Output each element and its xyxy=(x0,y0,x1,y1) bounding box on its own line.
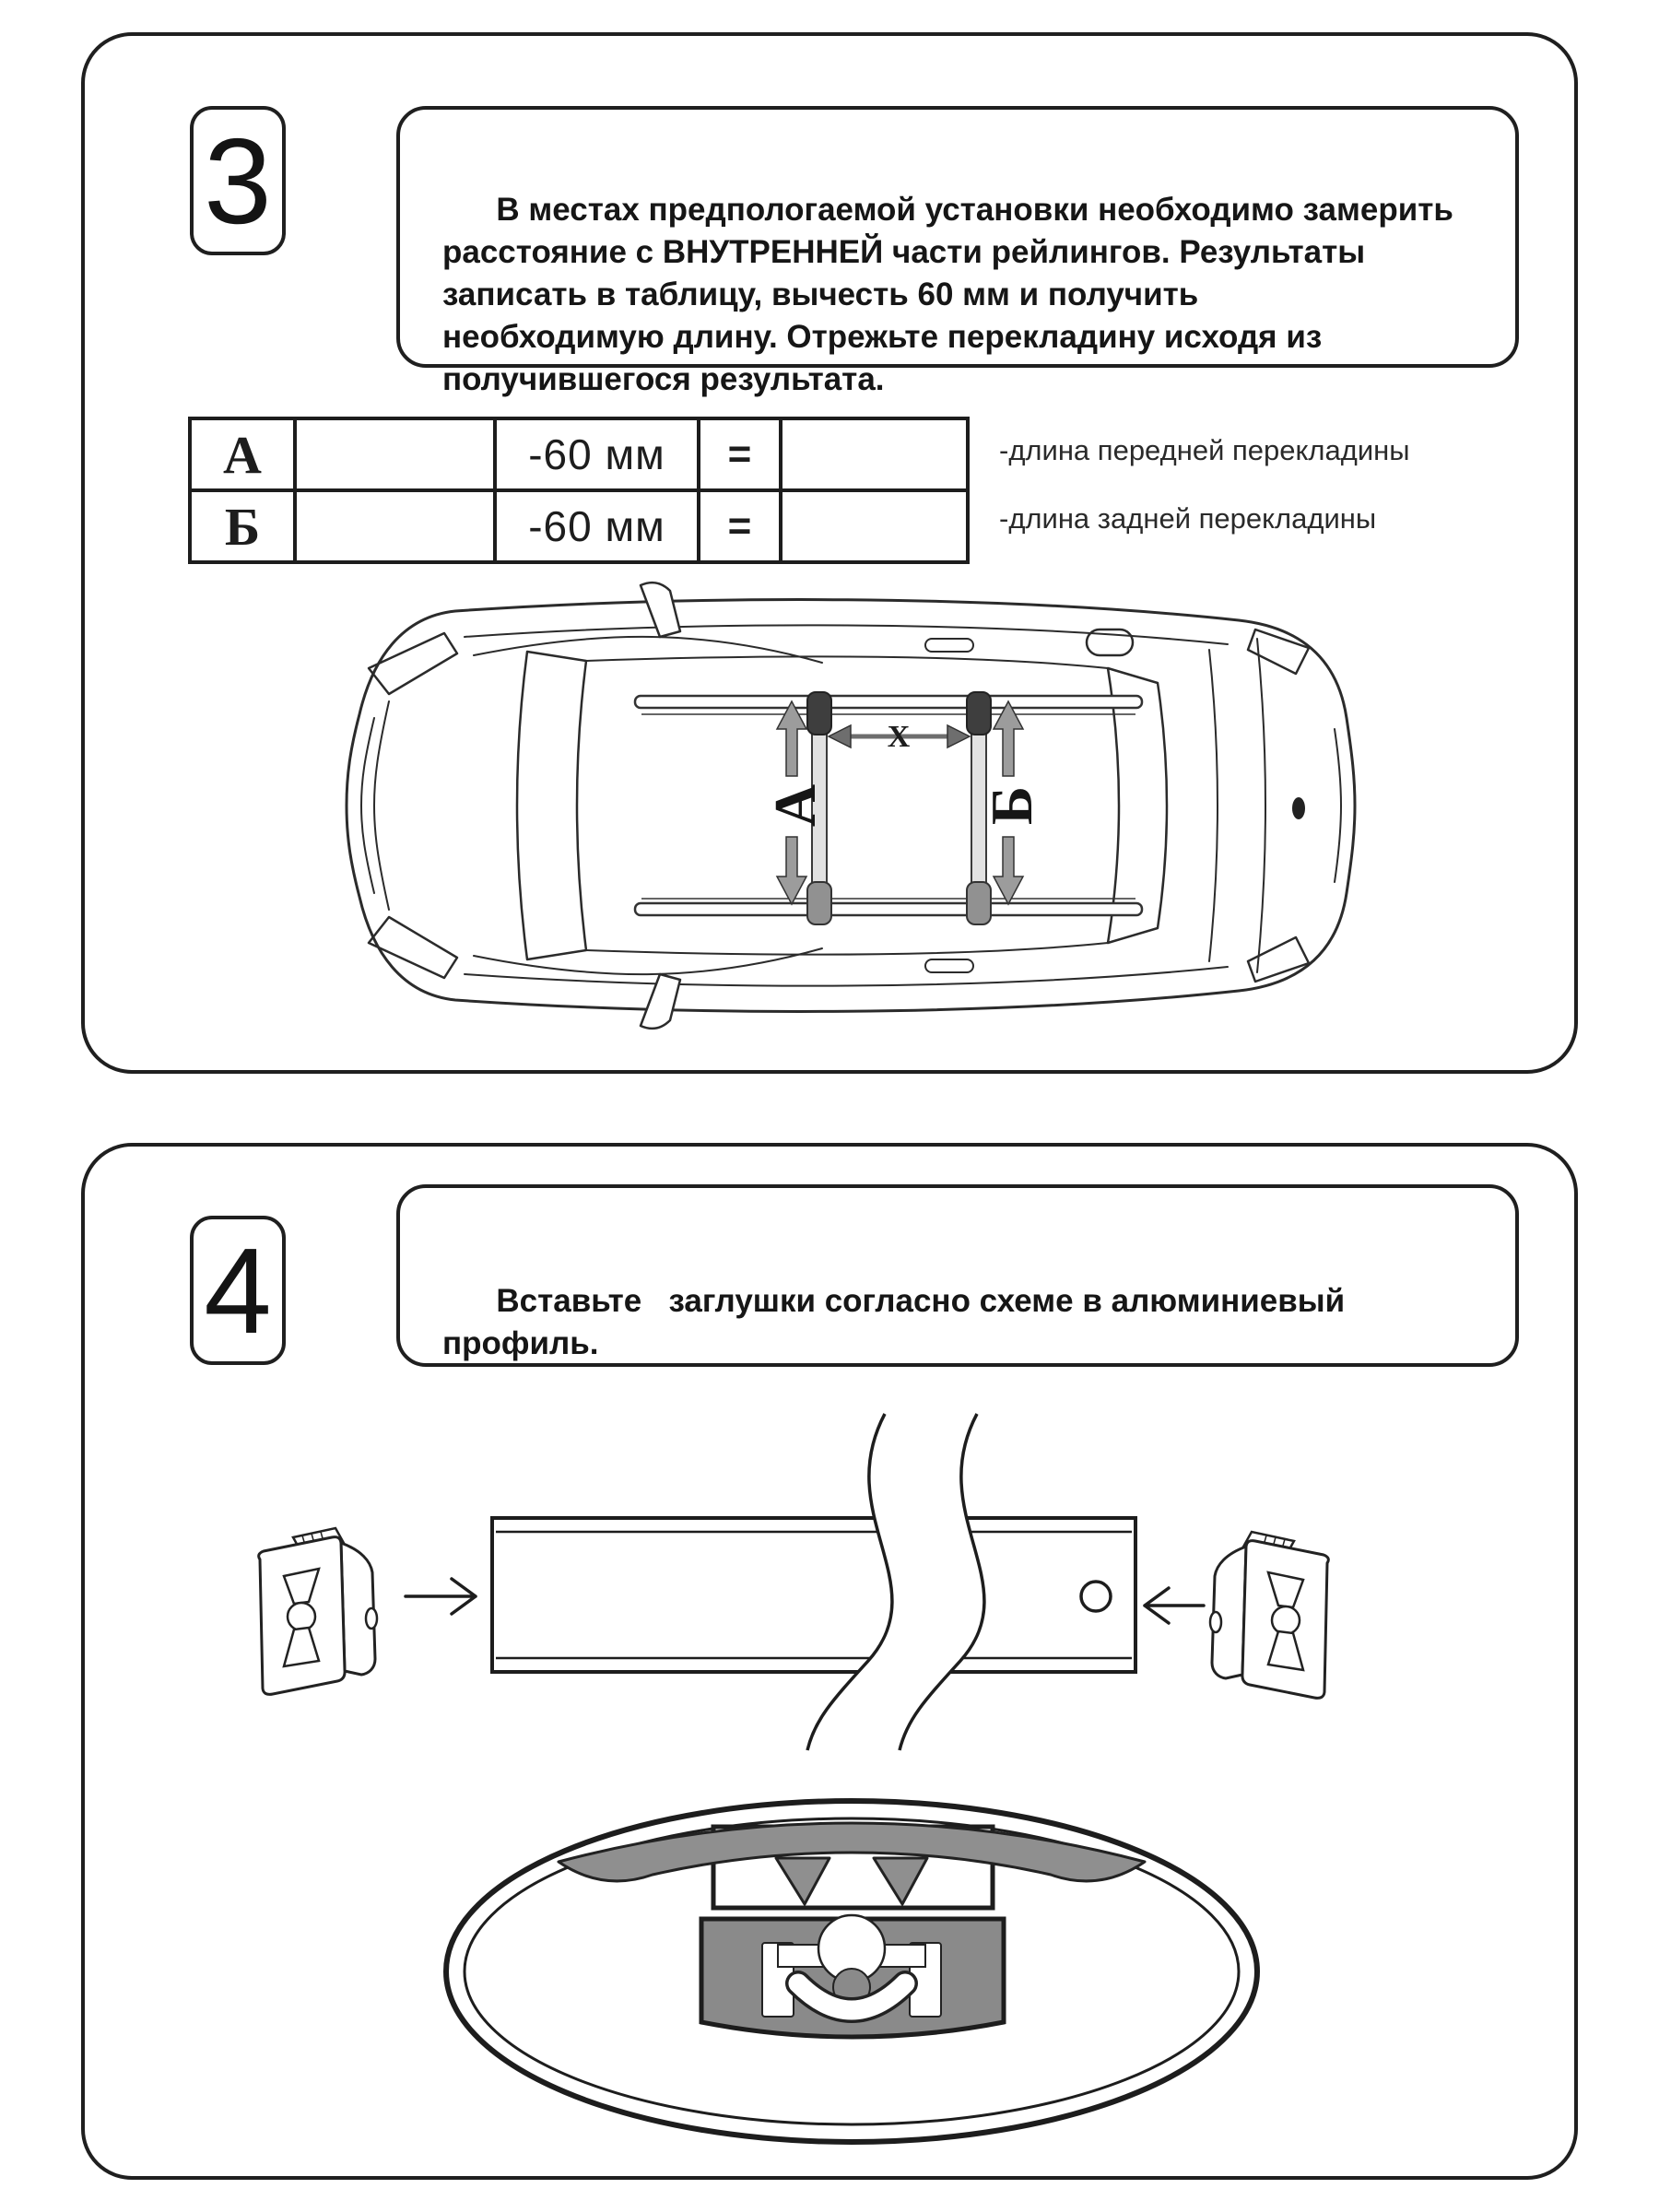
arrow-up-icon xyxy=(777,701,806,776)
equals-cell-b: = xyxy=(699,490,781,562)
equals-cell-a: = xyxy=(699,418,781,490)
note-rear-crossbar-length: -длина задней перекладины xyxy=(999,502,1377,535)
end-cap-left xyxy=(259,1528,377,1694)
rear-crossbar-cap xyxy=(967,692,991,735)
rear-crossbar-cap xyxy=(967,882,991,924)
minus-60-cell-a: -60 мм xyxy=(495,418,699,490)
step3-panel xyxy=(81,32,1578,1074)
front-crossbar-cap xyxy=(807,692,831,735)
arrow-up-icon xyxy=(994,701,1023,776)
windshield xyxy=(517,652,586,959)
x-dimension-arrow xyxy=(829,720,970,754)
length-calc-table xyxy=(188,417,970,564)
roof-rail-right xyxy=(635,903,1142,915)
step3-instruction-box xyxy=(396,106,1519,397)
table-row-front xyxy=(190,418,968,490)
roof-rail-left xyxy=(635,696,1142,708)
car-top-view-diagram xyxy=(335,580,1377,1031)
rear-window xyxy=(1108,668,1167,943)
rear-bumper-line xyxy=(1335,729,1341,882)
table-row-rear xyxy=(190,490,968,562)
front-bar-label: А xyxy=(762,783,828,828)
step4-instruction-text: Вставьте заглушки согласно схеме в алюминиевый профиль. xyxy=(442,1283,1346,1361)
front-bumper-lines xyxy=(361,701,389,910)
step4-number: 4 xyxy=(204,1222,272,1359)
side-mirror-icon xyxy=(641,582,680,637)
front-crossbar-cap xyxy=(807,882,831,924)
headlight-icon xyxy=(369,917,457,978)
car-sill-lines xyxy=(465,625,1228,985)
result-cell-a xyxy=(781,418,968,490)
step4-number-box xyxy=(190,1216,286,1365)
minus-60-cell-b: -60 мм xyxy=(495,490,699,562)
door-handle xyxy=(925,959,973,972)
arrow-right-icon xyxy=(406,1579,476,1614)
cap-slot-emblem xyxy=(288,1603,315,1630)
taillight-icon xyxy=(1248,629,1309,674)
step3-number: 3 xyxy=(204,112,272,249)
arrow-down-icon xyxy=(994,837,1023,904)
door-handle xyxy=(925,639,973,652)
trunk-emblem-dot xyxy=(1292,797,1305,819)
x-dimension-label: X xyxy=(887,720,911,754)
rear-bar-label: Б xyxy=(979,785,1044,826)
result-cell-b xyxy=(781,490,968,562)
row-letter-b: Б xyxy=(190,490,295,562)
arrow-down-icon xyxy=(777,837,806,904)
end-cap-right xyxy=(1210,1532,1328,1698)
crossbar-cross-section xyxy=(446,1801,1257,2142)
step3-number-box xyxy=(190,106,286,255)
aluminium-profile-bar xyxy=(492,1414,1135,1750)
profile-bar-body xyxy=(492,1518,1135,1672)
profile-hole xyxy=(1081,1582,1111,1611)
taillight-icon xyxy=(1248,937,1309,982)
measured-value-cell-b xyxy=(295,490,495,562)
row-letter-a: А xyxy=(190,418,295,490)
side-mirror-icon xyxy=(641,974,680,1029)
arrow-left-icon xyxy=(1145,1588,1204,1623)
trunk-lines xyxy=(1209,639,1265,972)
step4-instruction-box xyxy=(396,1184,1519,1367)
car-body xyxy=(347,582,1355,1029)
note-front-crossbar-length: -длина передней перекладины xyxy=(999,434,1410,466)
headlight-icon xyxy=(369,633,457,694)
step3-instruction-text: В местах предпологаемой установки необходимо замерить расстояние с ВНУТРЕННЕЙ части рейлингов. Результаты записать в таблицу, вычесть 60 мм и получить необходимую длину. Отрежьте перекладину исходя из получившегося результата. xyxy=(442,192,1453,397)
step4-panel xyxy=(81,1143,1578,2180)
measured-value-cell-a xyxy=(295,418,495,490)
profile-and-caps-diagram xyxy=(234,1386,1441,2179)
car-body-outline xyxy=(347,600,1355,1012)
